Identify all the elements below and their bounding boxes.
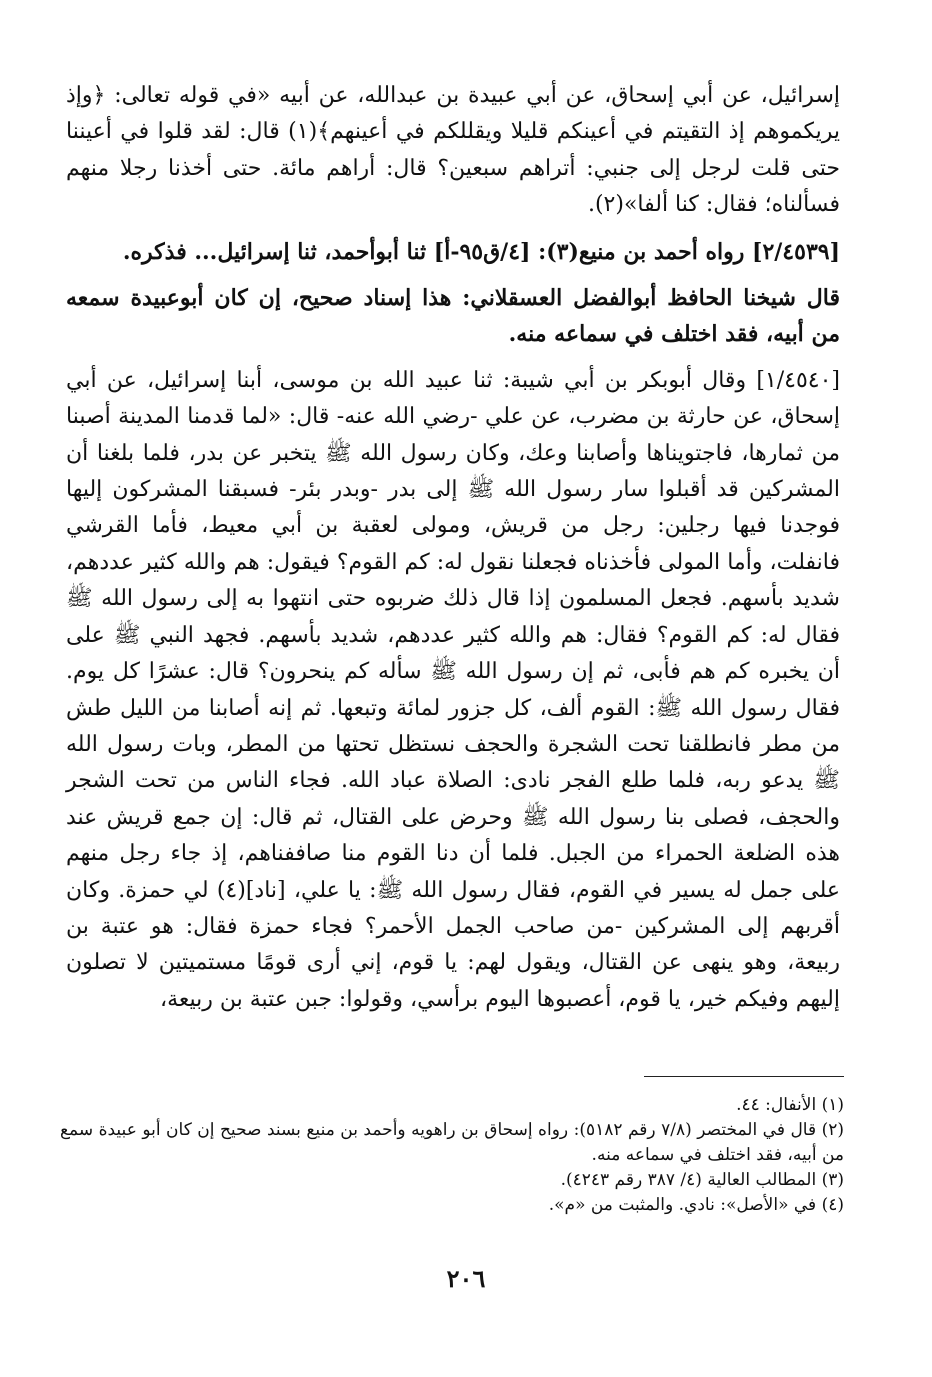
- paragraph-sheikh-comment: قال شيخنا الحافظ أبوالفضل العسقلاني: هذا إسناد صحيح، إن كان أبوعبيدة سمعه من أبيه، فقد اختلف في سماعه منه.: [66, 285, 841, 348]
- page-number: ٢٠٦: [446, 1264, 486, 1293]
- paragraph-hadith-4540: [١/٤٥٤٠] وقال أبوبكر بن أبي شيبة: ثنا عبيد الله بن موسى، أبنا إسرائيل، عن أبي إسحاق، عن حارثة بن مضرب، عن علي -رضي الله عنه- قال: «لما قدمنا المدينة أصبنا من ثمارها، فاجتويناها وأصابنا وعك، وكان رسول الله ﷺ يتخبر عن بدر، فلما بلغنا أن المشركين قد أقبلوا سار رسول الله ﷺ إلى بدر -وبدر بئر- فسبقنا المشركون إليها فوجدنا فيها رجلين: رجل من قريش، ومولى لعقبة بن أبي معيط، فأما القرشي فانفلت، وأما المولى فأخذناه فجعلنا نقول له: كم القوم؟ فيقول: هم والله كثير عددهم، شديد بأسهم. فجعل المسلمون إذا قال ذلك ضربوه حتى انتهوا به إلى رسول الله ﷺ فقال له: كم القوم؟ فقال: هم والله كثير عددهم، شديد بأسهم. فجهد النبي ﷺ على أن يخبره كم هم فأبى، ثم إن رسول الله ﷺ سأله كم ينحرون؟ قال: عشرًا كل يوم. فقال رسول الله ﷺ: القوم ألف، كل جزور لمائة وتبعها. ثم إنه أصابنا من الليل طش من مطر فانطلقنا تحت الشجرة والحجف نستظل تحتها من المطر، وبات رسول الله ﷺ يدعو ربه، فلما طلع الفجر نادى: الصلاة عباد الله. فجاء الناس من تحت الشجر والحجف، فصلى بنا رسول الله ﷺ وحرض على القتال، ثم قال: إن جمع قريش عند هذه الضلعة الحمراء من الجبل. فلما أن دنا القوم منا صاففناهم، إذ جاء رجل منهم على جمل له يسير في القوم، فقال رسول الله ﷺ: يا علي، [ناد](٤) لي حمزة. وكان أقربهم إلى المشركين -من صاحب الجمل الأحمر؟ فجاء حمزة فقال: هو عتبة بن ربيعة، وهو ينهى عن القتال، ويقول لهم: يا قوم، إني أرى قومًا مستميتين لا تصلون إليهم وفيكم خير، يا قوم، أعصبوها اليوم برأسي، وقولوا: جبن عتبة بن ربيعة،: [66, 367, 840, 1012]
- paragraph-hadith-4538-continuation: إسرائيل، عن أبي إسحاق، عن أبي عبيدة بن عبدالله، عن أبيه «في قوله تعالى: ﴿وإذ يريكموهم إذ التقيتم في أعينكم قليلا ويقللكم في أعينهم﴾(١) قال: لقد قلوا في أعيننا حتى قلت لرجل إلى جنبي: أتراهم سبعين؟ قال: أراهم مائة. حتى أخذنا رجلا منهم فسألناه؛ فقال: كنا ألفا»(٢).: [66, 83, 840, 218]
- paragraph-hadith-4539: [٢/٤٥٣٩] رواه أحمد بن منيع(٣): [٤/ق٩٥-أ] ثنا أبوأحمد، ثنا إسرائيل... فذكره.: [122, 238, 840, 265]
- footnote-2: (٢) قال في المختصر (٧/٨ رقم ٥١٨٢): رواه إسحاق بن راهويه وأحمد بن منيع بسند صحيح إن كان أبو عبيدة سمع من أبيه، فقد اختلف في سماعه منه.: [60, 1120, 844, 1165]
- footnote-divider: [644, 1076, 844, 1077]
- main-text: [66, 78, 840, 1018]
- footnote-4: (٤) في «الأصل»: نادي. والمثبت من «م».: [548, 1195, 844, 1215]
- footnote-3: (٣) المطالب العالية (٤/ ٣٨٧ رقم ٤٢٤٣).: [560, 1170, 844, 1190]
- footnotes: [60, 1076, 844, 1218]
- footnote-1: (١) الأنفال: ٤٤.: [736, 1095, 844, 1115]
